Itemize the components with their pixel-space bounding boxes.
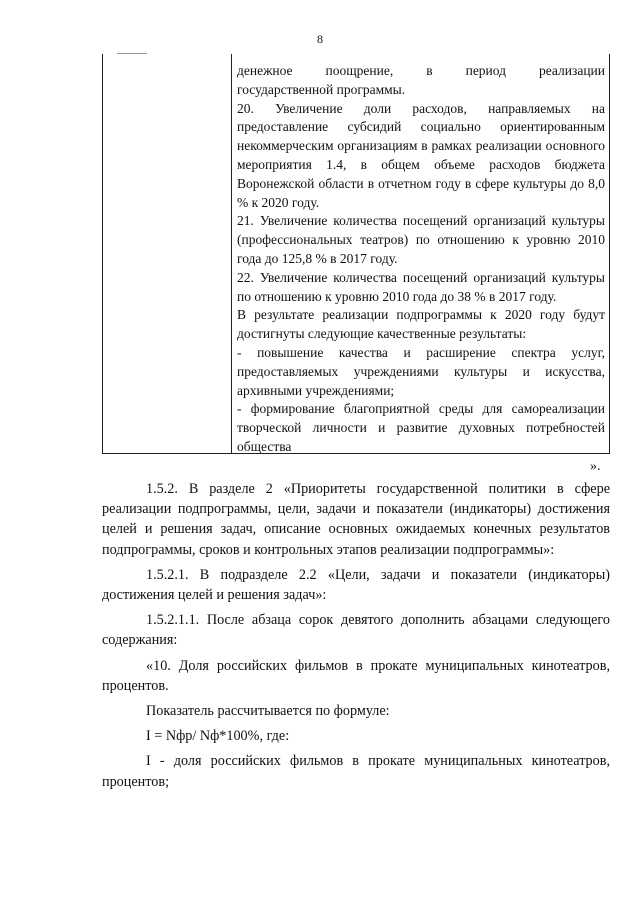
paragraph: 1.5.2. В разделе 2 «Приоритеты государственной политики в сфере реализации подпрограммы, цели, задачи и показатели (индикаторы) достижения целей и решения задач, описание основных ожидаемых конечных результатов подпрограммы, сроков и контрольных этапов реализации подпрограммы»: [102, 481, 610, 558]
table-column-divider [231, 54, 232, 453]
cell-line: государственной программы. [237, 81, 406, 97]
result-item: - формирование благоприятной среды для самореализации творческой личности и развитие духовных потребностей общества [237, 401, 605, 454]
results-intro: В результате реализации подпрограммы к 2020 году будут достигнуты следующие качественные результаты: [237, 307, 605, 342]
paragraph: I - доля российских фильмов в прокате муниципальных кинотеатров, процентов; [102, 753, 610, 790]
table-right-cell [237, 62, 605, 457]
paragraph: 1.5.2.1.1. После абзаца сорок девятого дополнить абзацами следующего содержания: [102, 612, 610, 649]
table-closing-mark: ». [590, 459, 601, 474]
formula: I = Nфр/ Nф*100%, где: [146, 728, 290, 745]
continuation-table [102, 54, 610, 454]
paragraph: Показатель рассчитывается по формуле: [146, 703, 390, 720]
indicator-21: 21. Увеличение количества посещений организаций культуры (профессиональных театров) по отношению к уровню 2010 года до 125,8 % в 2017 году. [237, 213, 605, 266]
indicator-20: 20. Увеличение доли расходов, направляемых на предоставление субсидий социально ориентированным некоммерческим организациям в рамках реализации основного мероприятия 1.4, в общем объеме расходов бюджета Воронежской области в отчетном году в сфере культуры до 8,0 % к 2020 году. [237, 100, 605, 210]
body-text [102, 479, 610, 797]
paragraph: «10. Доля российских фильмов в прокате муниципальных кинотеатров, процентов. [102, 657, 610, 694]
cell-line: денежное поощрение, в период реализации [237, 63, 605, 78]
page-number: 8 [317, 32, 323, 46]
paragraph: 1.5.2.1. В подразделе 2.2 «Цели, задачи и показатели (индикаторы) достижения целей и решения задач»: [102, 566, 610, 604]
result-item: - повышение качества и расширение спектра услуг, предоставляемых учреждениями культуры и искусства, архивными учреждениями; [237, 344, 605, 398]
indicator-22: 22. Увеличение количества посещений организаций культуры по отношению к уровню 2010 года до 38 % в 2017 году. [237, 269, 605, 304]
table-top-tick [117, 53, 147, 54]
